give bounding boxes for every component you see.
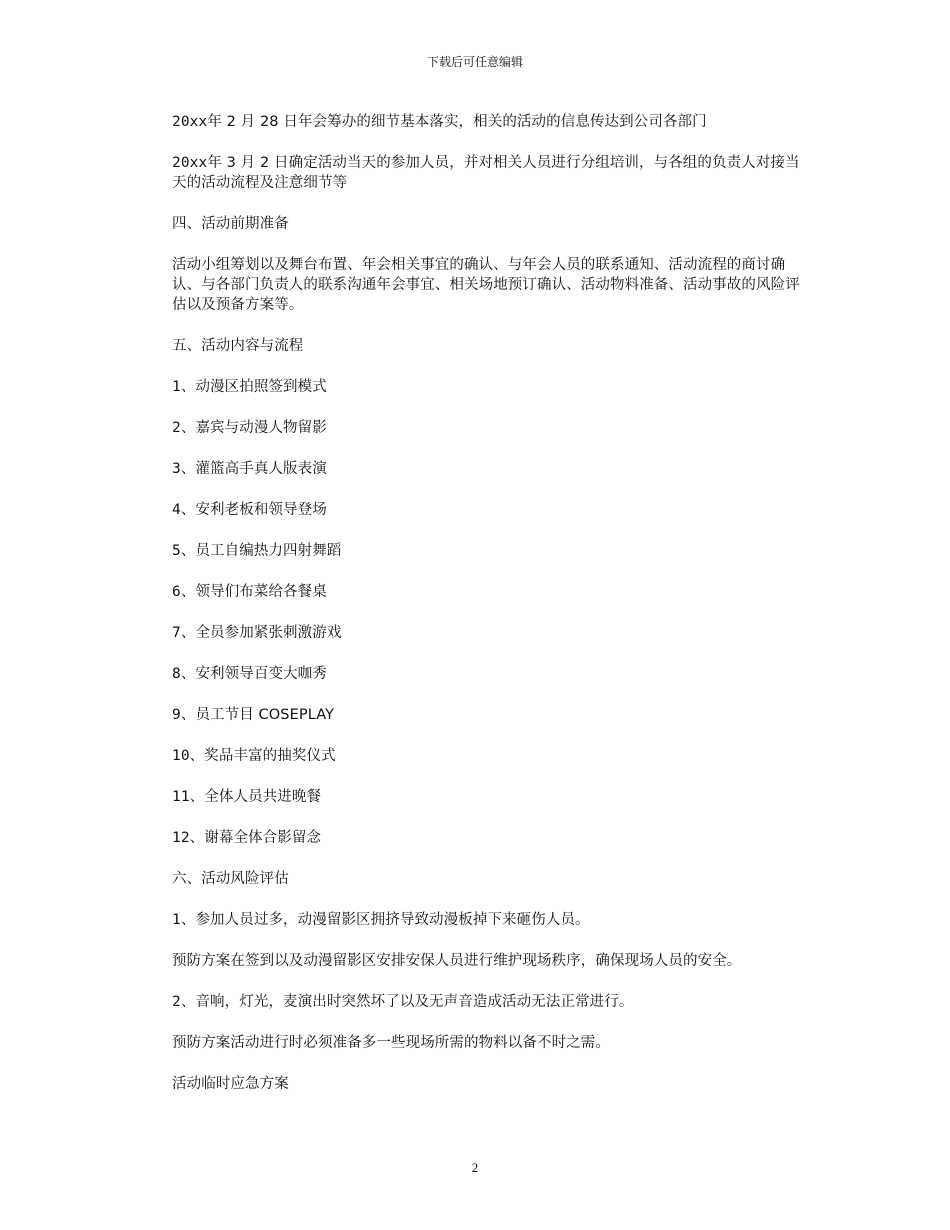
list-item: 2、嘉宾与动漫人物留影 <box>172 420 327 436</box>
page-number: 2 <box>471 1160 479 1175</box>
list-item: 8、安利领导百变大咖秀 <box>172 666 327 682</box>
section-heading-preparation: 四、活动前期准备 <box>172 216 289 232</box>
list-item: 5、员工自编热力四射舞蹈 <box>172 543 342 559</box>
risk-item: 1、参加人员过多，动漫留影区拥挤导致动漫板掉下来砸伤人员。 <box>172 912 590 928</box>
document-body <box>172 112 812 1094</box>
prevention-plan: 预防方案活动进行时必须准备多一些现场所需的物料以备不时之需。 <box>172 1035 610 1051</box>
list-item: 11、全体人员共进晚餐 <box>172 789 322 805</box>
list-item: 1、动漫区拍照签到模式 <box>172 379 327 395</box>
list-item: 4、安利老板和领导登场 <box>172 502 327 518</box>
paragraph-schedule-mar: 20xx年 3 月 2 日确定活动当天的参加人员，并对相关人员进行分组培训，与各组的负责人对接当天的活动流程及注意细节等 <box>172 155 800 191</box>
paragraph-preparation: 活动小组筹划以及舞台布置、年会相关事宜的确认、与年会人员的联系通知、活动流程的商讨确认、与各部门负责人的联系沟通年会事宜、相关场地预订确认、活动物料准备、活动事故的风险评估以及预备方案等。 <box>172 257 800 313</box>
list-item: 3、灌篮高手真人版表演 <box>172 461 327 477</box>
paragraph-schedule-feb: 20xx年 2 月 28 日年会筹办的细节基本落实，相关的活动的信息传达到公司各部门 <box>172 114 707 130</box>
section-heading-emergency: 活动临时应急方案 <box>172 1076 289 1092</box>
section-heading-risk: 六、活动风险评估 <box>172 871 289 887</box>
section-heading-content-flow: 五、活动内容与流程 <box>172 338 304 354</box>
risk-item: 2、音响，灯光，麦演出时突然坏了以及无声音造成活动无法正常进行。 <box>172 994 634 1010</box>
prevention-plan: 预防方案在签到以及动漫留影区安排安保人员进行维护现场秩序，确保现场人员的安全。 <box>172 953 742 969</box>
list-item: 7、全员参加紧张刺激游戏 <box>172 625 342 641</box>
list-item: 12、谢幕全体合影留念 <box>172 830 322 846</box>
list-item: 9、员工节目 COSEPLAY <box>172 707 335 723</box>
page-header: 下载后可任意编辑 <box>426 55 523 69</box>
list-item: 6、领导们布菜给各餐桌 <box>172 584 327 600</box>
list-item: 10、奖品丰富的抽奖仪式 <box>172 748 336 764</box>
